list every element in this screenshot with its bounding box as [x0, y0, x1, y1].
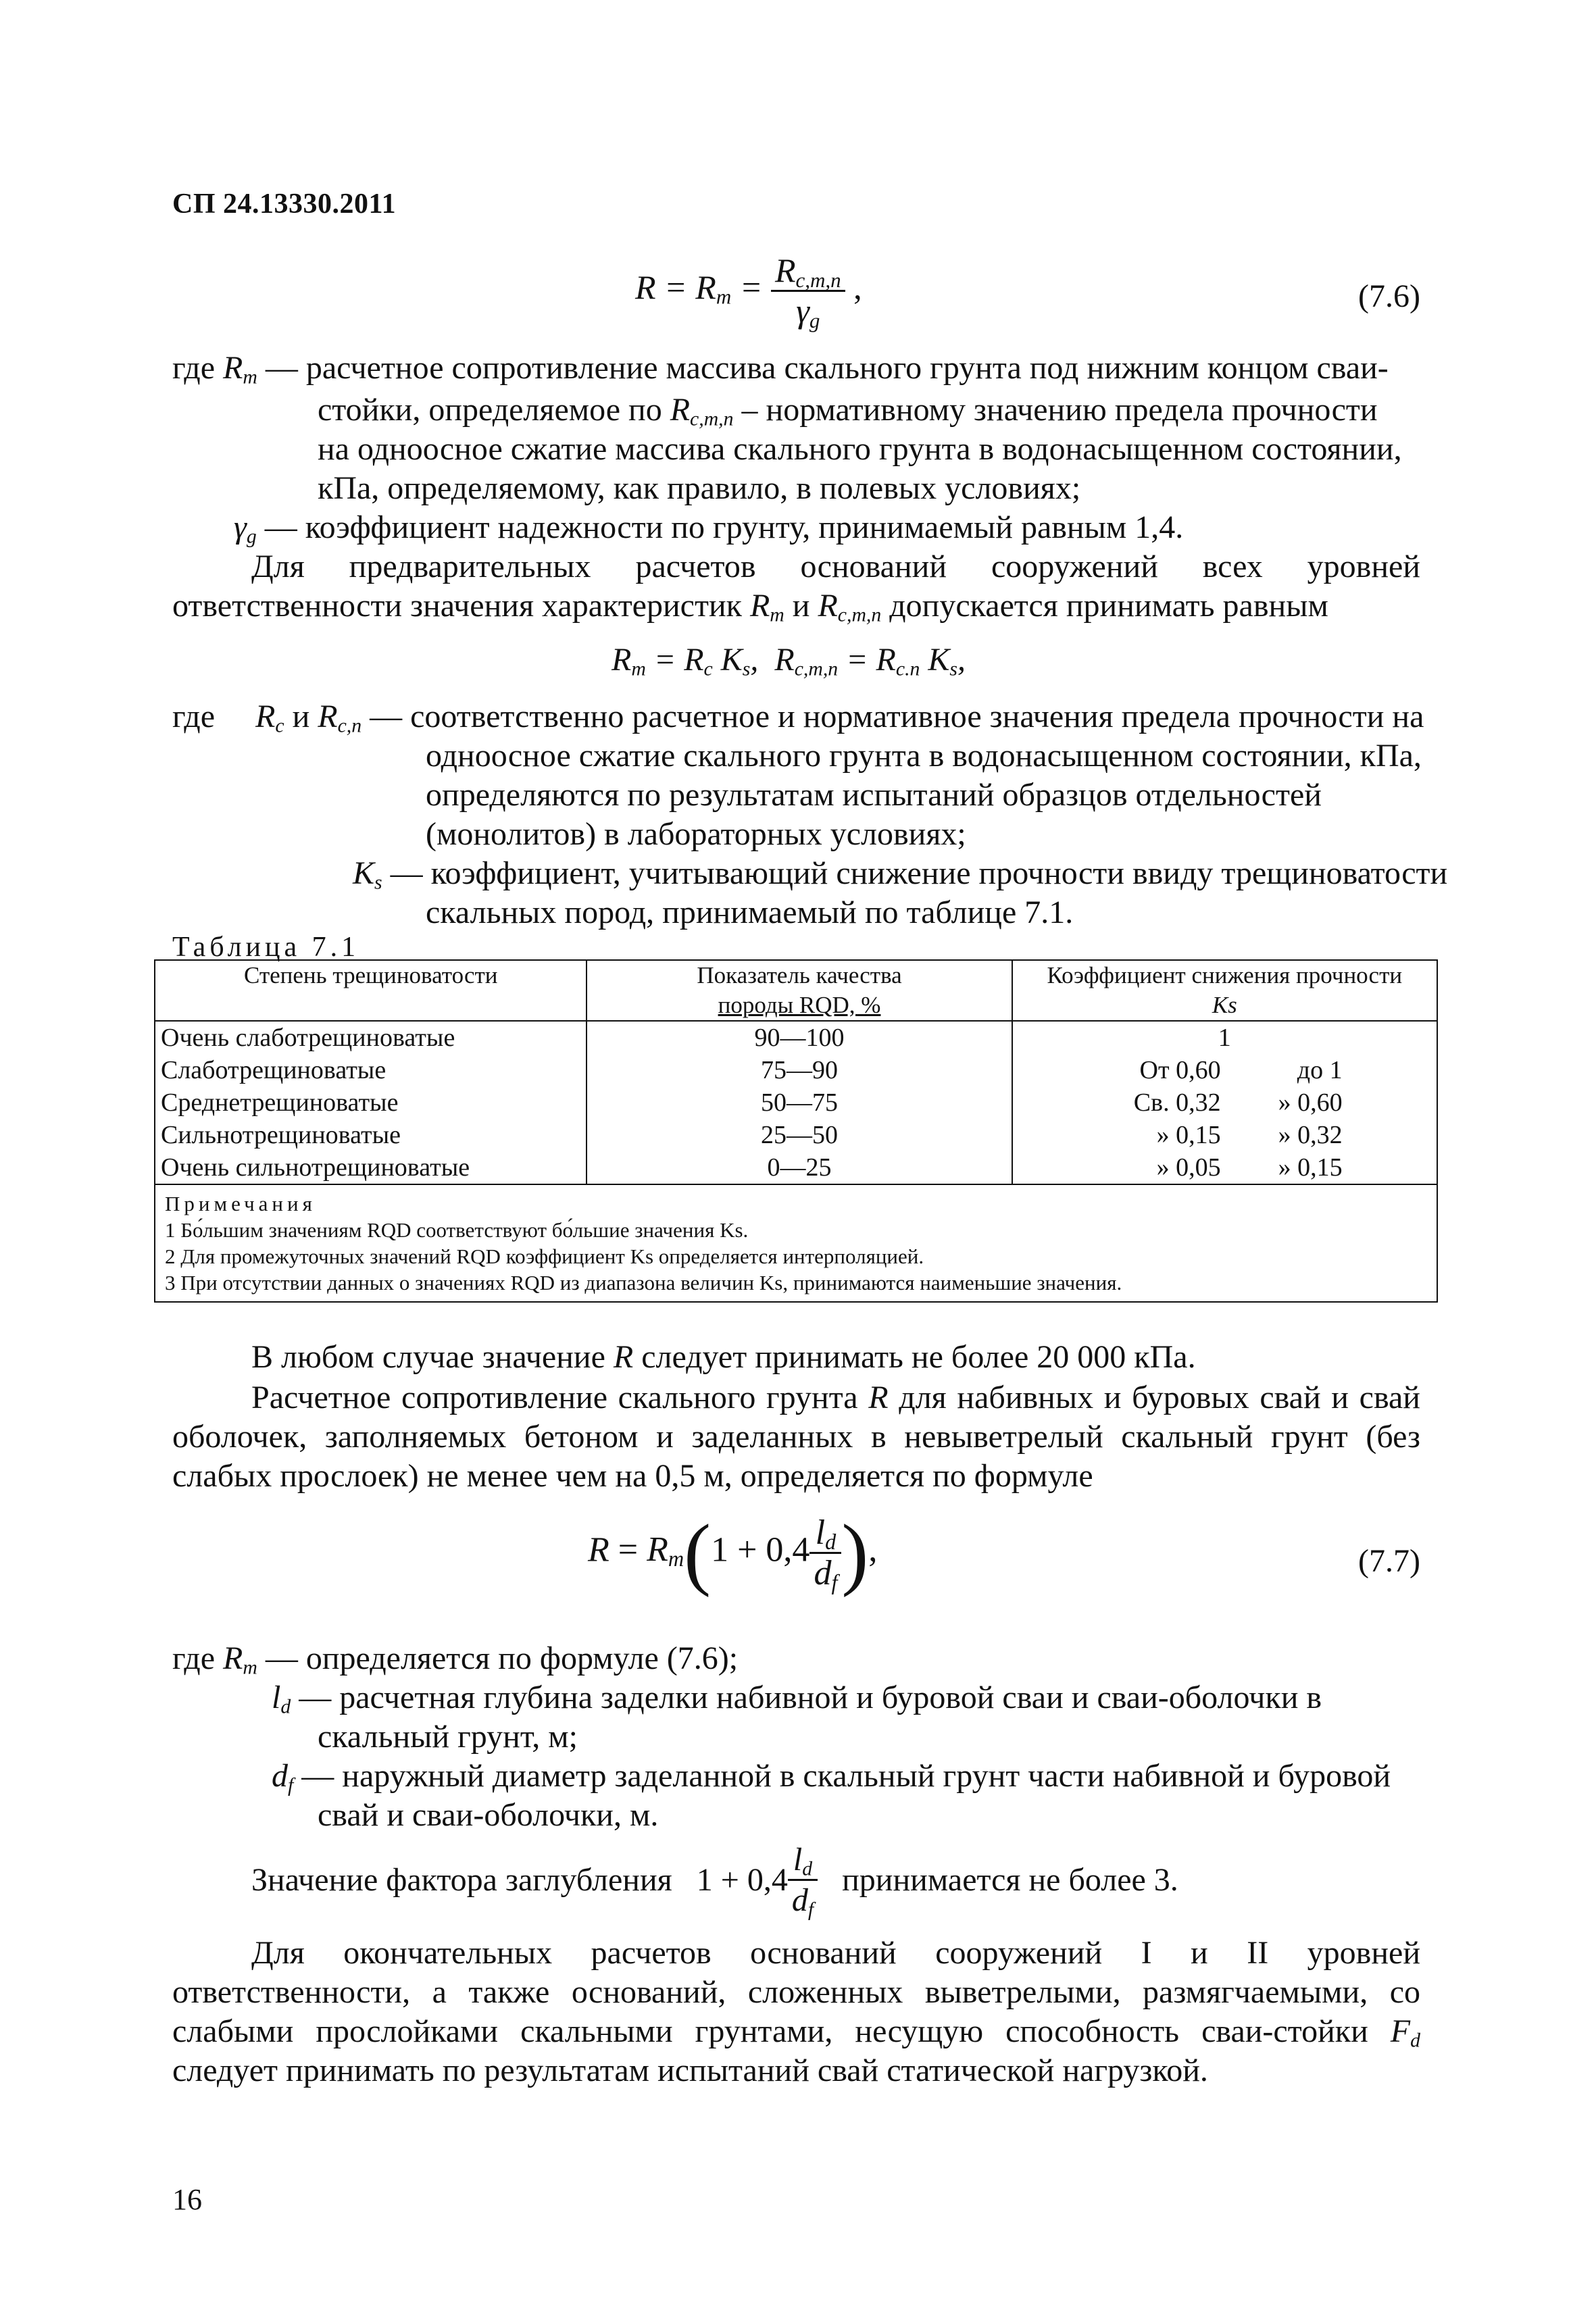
where-ks-line2: скальных пород, принимаемый по таблице 7.1.: [426, 895, 1074, 930]
cell-rqd: 75—90: [587, 1054, 1012, 1086]
note-item: 1 Бо́льшим значениям RQD соответствуют бо́льшие значения Ks.: [165, 1218, 749, 1242]
table-row: [155, 1021, 1437, 1054]
para1-line2: ответственности значения характеристик $R_m$ и $R_{c,m,n}$ допускается принимать равным: [172, 588, 1328, 626]
where-yg-line: $\gamma_g$ — коэффициент надежности по грунту, принимаемый равным 1,4.: [234, 509, 1184, 548]
para4-line4: следует принимать по результатам испытаний свай статической нагрузкой.: [172, 2053, 1208, 2088]
factor-line: Значение фактора заглубления 1 + 0,4 $\frac{l_d}{d_f}$ принимается не более 3.: [251, 1842, 1178, 1921]
where-df-line2: свай и сваи-оболочки, м.: [318, 1797, 659, 1833]
header-ks: Коэффициент снижения прочности Ks: [1012, 960, 1437, 1021]
cell-degree: Среднетрещиноватые: [155, 1086, 587, 1119]
where-rc-line3: определяются по результатам испытаний образцов отдельностей: [426, 777, 1322, 813]
para2: В любом случае значение R следует принимать не более 20 000 кПа.: [251, 1339, 1196, 1375]
para1-line1: Для предварительных расчетов оснований сооружений всех уровней: [251, 549, 1420, 584]
cell-degree: Слаботрещиноватые: [155, 1054, 587, 1086]
cell-ks: Св. 0,32 » 0,60: [1012, 1086, 1437, 1119]
cell-degree: Очень слаботрещиноватые: [155, 1021, 587, 1054]
where-ld-line2: скальный грунт, м;: [318, 1719, 578, 1755]
cell-rqd: 25—50: [587, 1119, 1012, 1151]
para3-line1: Расчетное сопротивление скального грунта R для набивных и буровых свай и свай: [251, 1380, 1420, 1415]
cell-degree: Очень сильнотрещиноватые: [155, 1151, 587, 1184]
table-notes: [154, 1185, 1438, 1303]
cell-ks: » 0,05 » 0,15: [1012, 1151, 1437, 1184]
table-row: [155, 1054, 1437, 1086]
cell-rqd: 50—75: [587, 1086, 1012, 1119]
where-rc-line1: где $R_c$ и $R_{c,n}$ — соответственно расчетное и нормативное значения предела прочности на: [172, 699, 1424, 737]
table-caption: Таблица 7.1: [172, 932, 360, 963]
notes-title: Примечания: [165, 1192, 316, 1215]
where-ld-line1: $l_d$ — расчетная глубина заделки набивной и буровой сваи и сваи-оболочки в: [272, 1680, 1322, 1718]
cell-degree: Сильнотрещиноватые: [155, 1119, 587, 1151]
formula-rm-rcn: $R_m = R_c$ $K_s$, $R_{c,m,n} = R_{c.n}$ $K_s$,: [612, 642, 966, 680]
where-rm-line1: где $R_m$ — расчетное сопротивление массива скального грунта под нижним концом сваи-: [172, 350, 1389, 388]
formula-7-7: $R = R_m(1 + 0,4$ $\frac{l_d}{d_f}$ ),: [588, 1507, 878, 1598]
where-ks-line1: $K_s$ — коэффициент, учитывающий снижение прочности ввиду трещиноватости: [353, 855, 1448, 894]
para3-line3: слабых прослоек) не менее чем на 0,5 м, определяется по формуле: [172, 1458, 1093, 1494]
table-row: [155, 1086, 1437, 1119]
cell-rqd: 90—100: [587, 1021, 1012, 1054]
where-rm-line4: кПа, определяемому, как правило, в полевых условиях;: [318, 470, 1081, 506]
formula-7-6-number: (7.6): [1358, 278, 1420, 314]
formula-7-6: $R = R_m$ = $\frac{R_{c,m,n}}{\gamma_g}$ ,: [635, 251, 862, 332]
table-row: [155, 1151, 1437, 1184]
note-item: 2 Для промежуточных значений RQD коэффициент Ks определяется интерполяцией.: [165, 1244, 924, 1268]
header-rqd: Показатель качества породы RQD, %: [587, 960, 1012, 1021]
document-code: СП 24.13330.2011: [172, 188, 397, 220]
table-row: [155, 1119, 1437, 1151]
header-degree: Степень трещиноватости: [155, 960, 587, 1021]
where-df-line1: $d_f$ — наружный диаметр заделанной в скальный грунт части набивной и буровой: [272, 1758, 1391, 1796]
table-7-1: [154, 959, 1438, 1303]
where-rm-line3: на одноосное сжатие массива скального грунта в водонасыщенном состоянии,: [318, 431, 1402, 467]
where-rm-line2: стойки, определяемое по $R_{c,m,n}$ – нормативному значению предела прочности: [318, 392, 1378, 430]
cell-ks: От 0,60 до 1: [1012, 1054, 1437, 1086]
cell-ks: » 0,15 » 0,32: [1012, 1119, 1437, 1151]
where-rm2: где $R_m$ — определяется по формуле (7.6);: [172, 1640, 739, 1679]
cell-rqd: 0—25: [587, 1151, 1012, 1184]
table-header-row: [155, 960, 1437, 1021]
formula-7-7-number: (7.7): [1358, 1543, 1420, 1579]
note-item: 3 При отсутствии данных о значениях RQD из диапазона величин Ks, принимаются наименьшие значения.: [165, 1271, 1122, 1294]
cell-ks: 1: [1012, 1021, 1437, 1054]
where-rc-line4: (монолитов) в лабораторных условиях;: [426, 816, 966, 852]
para4-line1: Для окончательных расчетов оснований сооружений I и II уровней: [251, 1935, 1420, 1971]
para4-line3: слабыми прослойками скальными грунтами, несущую способность сваи-стойки $F_d$: [172, 2013, 1420, 2052]
page-number: 16: [172, 2183, 202, 2216]
para3-line2: оболочек, заполняемых бетоном и заделанных в невыветрелый скальный грунт (без: [172, 1419, 1420, 1455]
where-rc-line2: одноосное сжатие скального грунта в водонасыщенном состоянии, кПа,: [426, 738, 1422, 774]
para4-line2: ответственности, а также оснований, сложенных выветрелыми, размягчаемыми, со: [172, 1974, 1420, 2010]
